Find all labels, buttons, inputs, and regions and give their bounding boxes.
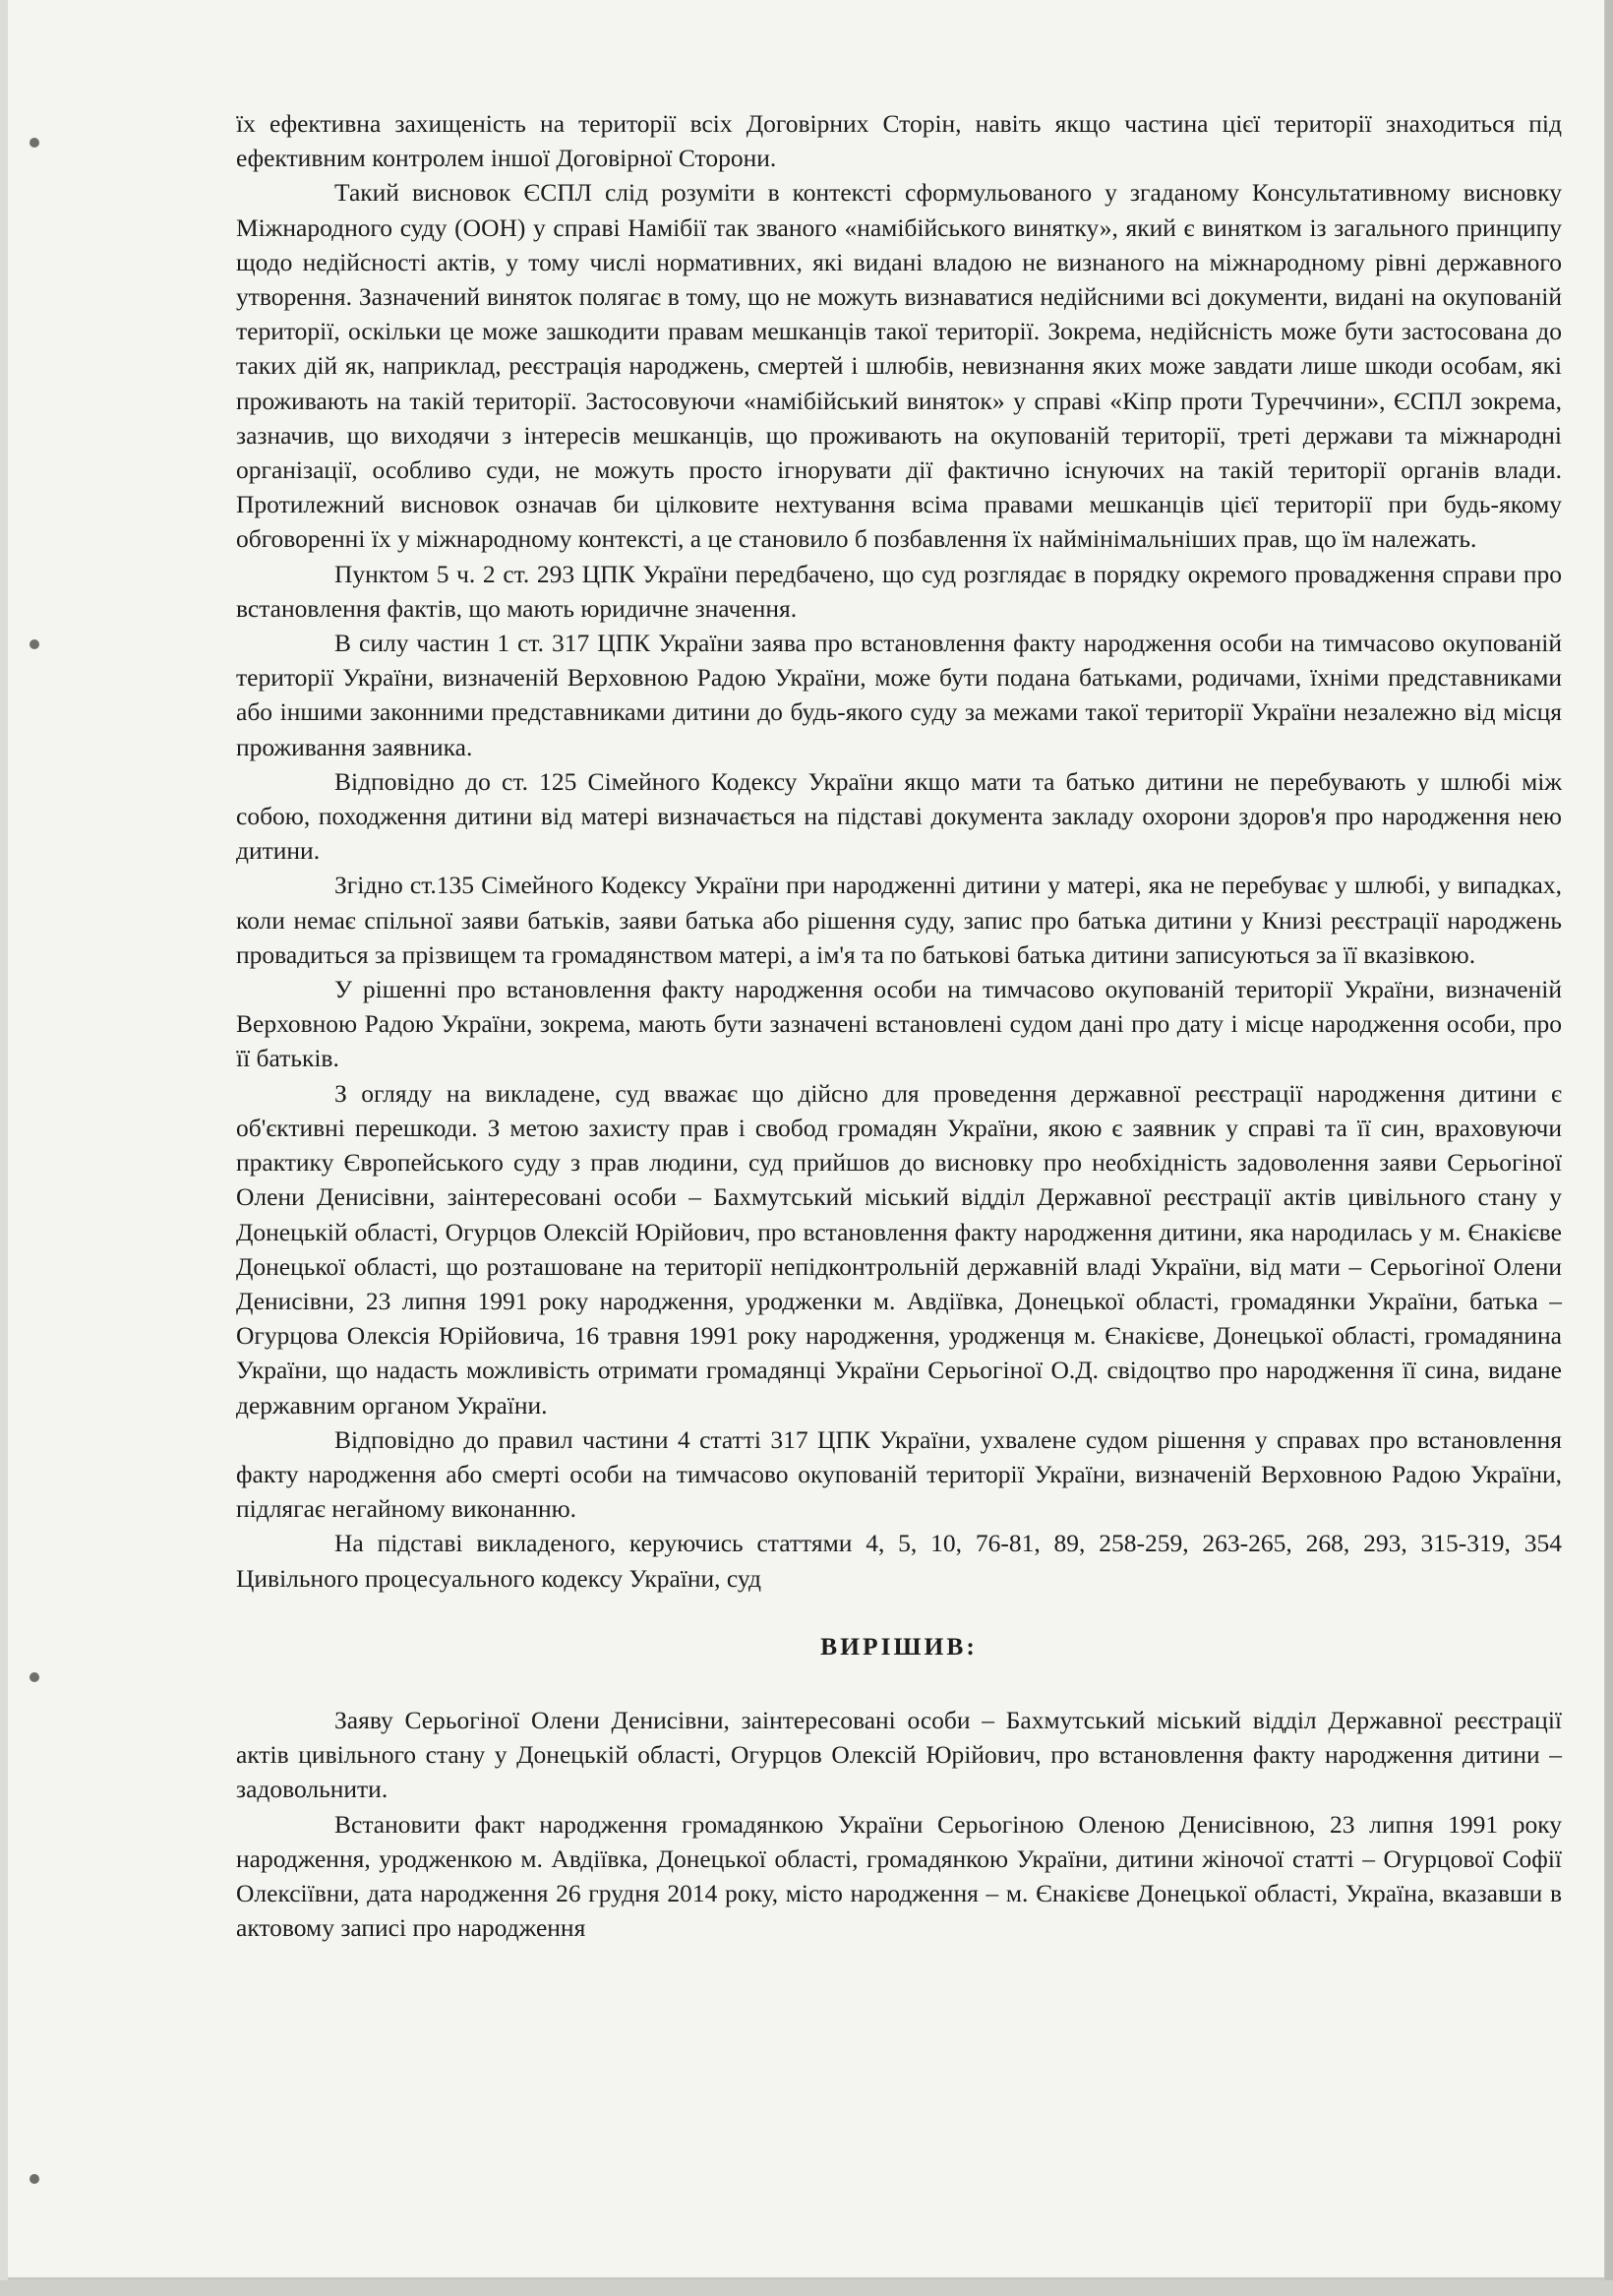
decision-heading: ВИРІШИВ: [820,1631,978,1661]
paragraph: Згідно ст.135 Сімейного Кодексу України при народженні дитини у матері, яка не перебуває у шлюбі, у випадках, коли немає спільної заяви батьків, заяви батька або рішення суду, запис про батька дитини у Книзі реєстрації народжень провадиться за прізвищем та громадянством матері, а ім'я та по батькові батька дитини записуються за її вказівкою. [236,871,1562,969]
paragraph: В силу частин 1 ст. 317 ЦПК України заява про встановлення факту народження особи на тимчасово окупованій території України, визначеній Верховною Радою України, може бути подана батьками, родичами, їхніми представниками або іншими законними представниками дитини до будь-якого суду за межами такої території України незалежно від місця проживання заявника. [236,629,1562,761]
punch-hole-mark [30,639,39,649]
document-page [8,0,1607,2280]
paragraph: На підставі викладеного, керуючись статтями 4, 5, 10, 76-81, 89, 258-259, 263-265, 268, 293, 315-319, 354 Цивільного процесуального кодексу України, суд [236,1529,1562,1593]
punch-hole-mark [30,138,39,148]
paragraph: З огляду на викладене, суд вважає що дійсно для проведення державної реєстрації народження дитини є об'єктивні перешкоди. З метою захисту прав і свобод громадян України, якою є заявник у справі та її син, враховуючи практику Європейського суду з прав людини, суд прийшов до висновку про необхідність задоволення заяви Серьогіної Олени Денисівни, заінтересовані особи – Бахмутський міський відділ Державної реєстрації актів цивільного стану у Донецькій області, Огурцов Олексій Юрійович, про встановлення факту народження дитини, яка народилась у м. Єнакієве Донецької області, що розташоване на території непідконтрольній державній владі України, від мати – Серьогіної Олени Денисівни, 23 липня 1991 року народження, уродженки м. Авдіївка, Донецької області, громадянки України, батька – Огурцова Олексія Юрійовича, 16 травня 1991 року народження, уродженця м. Єнакієве, Донецької області, громадянина України, що надасть можливість отримати громадянці України Серьогіної О.Д. свідоцтво про народження її сина, видане державним органом України. [236,1078,1562,1420]
paragraph: У рішенні про встановлення факту народження особи на тимчасово окупованій території України, визначеній Верховною Радою України, зокрема, мають бути зазначені встановлені судом дані про дату і місце народження особи, про її батьків. [236,975,1562,1073]
document-body [236,106,1562,1945]
punch-hole-mark [30,1672,39,1682]
page-edge-shadow [0,2280,1613,2296]
decision-paragraph: Заяву Серьогіної Олени Денисівни, заінтересовані особи – Бахмутський міський відділ Державної реєстрації актів цивільного стану у Донецькій області, Огурцов Олексій Юрійович, про встановлення факту народження дитини – задовольнити. [236,1705,1562,1804]
paragraph: Пунктом 5 ч. 2 ст. 293 ЦПК України передбачено, що суд розглядає в порядку окремого провадження справи про встановлення фактів, що мають юридичне значення. [236,559,1562,623]
paragraph: Відповідно до ст. 125 Сімейного Кодексу України якщо мати та батько дитини не перебувають у шлюбі між собою, походження дитини від матері визначається на підставі документа закладу охорони здоров'я про народження нею дитини. [236,766,1562,866]
paragraph: Відповідно до правил частини 4 статті 317 ЦПК України, ухвалене судом рішення у справах про встановлення факту народження або смерті особи на тимчасово окупованій території України, визначеній Верховною Радою України, підлягає негайному виконанню. [236,1424,1562,1524]
paragraph: їх ефективна захищеність на території всіх Договірних Сторін, навіть якщо частина цієї території знаходиться під ефективним контролем іншої Договірної Сторони. [236,109,1562,173]
paragraph: Такий висновок ЄСПЛ слід розуміти в контексті сформульованого у згаданому Консультативному висновку Міжнародного суду (ООН) у справі Намібії так званого «намібійського винятку», який є винятком із загального принципу щодо недійсності актів, у тому числі нормативних, які видані владою не визнаного на міжнародному рівні державного утворення. Зазначений виняток полягає в тому, що не можуть визнаватися недійсними всі документи, видані на окупованій території, оскільки це може зашкодити правам мешканців такої території. Зокрема, недійсність може бути застосована до таких дій як, наприклад, реєстрація народжень, смертей і шлюбів, невизнання яких може завдати лише шкоди особам, які проживають на такій території. Застосовуючи «намібійський виняток» у справі «Кіпр проти Туреччини», ЄСПЛ зокрема, зазначив, що виходячи з інтересів мешканців, що проживають на окупованій території, треті держави та міжнародні організації, особливо суди, не можуть просто ігнорувати дії фактично існуючих на такій території органів влади. Протилежний висновок означав би цілковите нехтування всіма правами мешканців цієї території при будь-якому обговоренні їх у міжнародному контексті, а це становило б позбавлення їх наймінімальніших прав, що їм належать. [236,178,1562,554]
decision-paragraph: Встановити факт народження громадянкою України Серьогіною Оленою Денисівною, 23 липня 1991 року народження, уродженкою м. Авдіївка, Донецької області, громадянкою України, дитини жіночої статті – Огурцової Софії Олексіївни, дата народження 26 грудня 2014 року, місто народження – м. Єнакієве Донецької області, Україна, вказавши в актовому записі про народження [236,1809,1562,1943]
page-edge-shadow [1605,0,1613,2296]
punch-hole-mark [30,2174,39,2184]
